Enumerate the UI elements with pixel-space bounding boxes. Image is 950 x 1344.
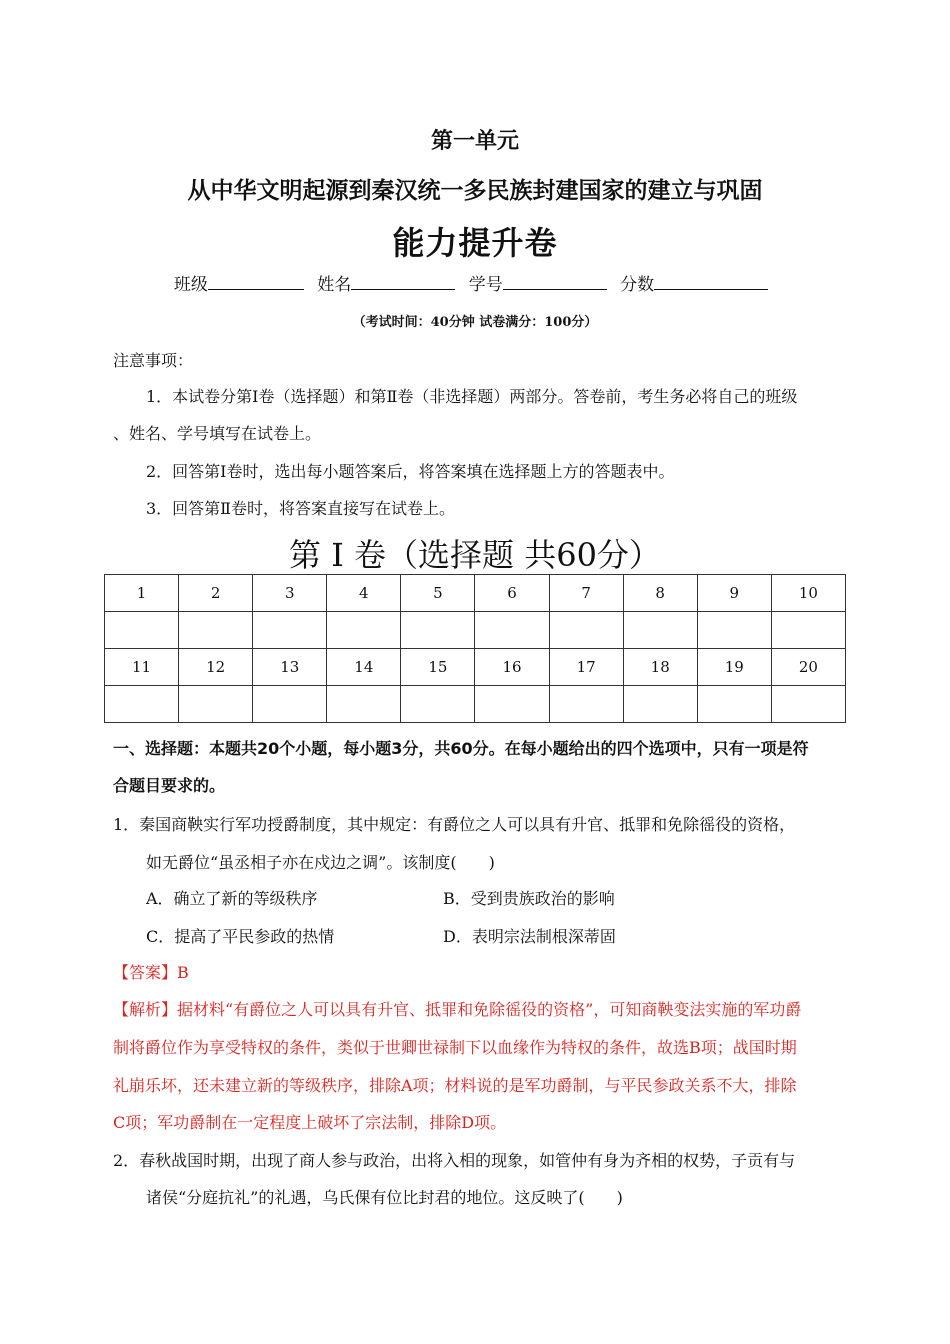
student-info-fields: [0, 270, 950, 295]
question-number-cell: 10: [771, 575, 845, 612]
answer-cell[interactable]: [253, 686, 327, 723]
answer-cell[interactable]: [549, 686, 623, 723]
question-number-cell: 17: [549, 649, 623, 686]
answer-cell[interactable]: [327, 686, 401, 723]
answer-cell[interactable]: [549, 612, 623, 649]
answer-cell[interactable]: [697, 686, 771, 723]
section-instruction-line-1: 一、选择题：本题共20个小题，每小题3分，共60分。在每小题给出的四个选项中，只有一项是符: [113, 739, 809, 758]
question-number-cell: 16: [475, 649, 549, 686]
exam-subtitle: 能力提升卷: [392, 224, 558, 262]
question-1-answer: 【答案】B: [113, 963, 189, 982]
student-id-label: 学号: [468, 275, 503, 295]
answer-cell[interactable]: [179, 612, 253, 649]
notes-heading: 注意事项：: [113, 351, 194, 370]
question-number-cell: 13: [253, 649, 327, 686]
answer-cell[interactable]: [253, 612, 327, 649]
answer-cell[interactable]: [697, 612, 771, 649]
question-number-cell: 20: [771, 649, 845, 686]
question-number-cell: 19: [697, 649, 771, 686]
exam-info: （考试时间：40分钟 试卷满分：100分）: [352, 315, 598, 330]
name-label: 姓名: [317, 275, 352, 295]
question-2-stem: 2．春秋战国时期，出现了商人参与政治，出将入相的现象，如管仲有身为齐相的权势，子贡有与: [113, 1151, 796, 1170]
score-label: 分数: [620, 275, 655, 295]
class-blank[interactable]: [208, 273, 304, 290]
question-1-option-a: A．确立了新的等级秩序: [146, 889, 318, 908]
question-number-cell: 4: [327, 575, 401, 612]
question-1-explanation-line: 【解析】据材料“有爵位之人可以具有升官、抵罪和免除徭役的资格”，可知商鞅变法实施的军功爵: [113, 1000, 802, 1019]
question-number-cell: 5: [401, 575, 475, 612]
question-number-cell: 3: [253, 575, 327, 612]
table-row-numbers-2: [105, 649, 846, 686]
question-number-cell: 14: [327, 649, 401, 686]
table-row-answers-2: [105, 686, 846, 723]
student-id-blank[interactable]: [503, 273, 607, 290]
answer-cell[interactable]: [475, 612, 549, 649]
answer-cell[interactable]: [623, 612, 697, 649]
question-1-stem-cont: 如无爵位“虽丞相子亦在戍边之调”。该制度( ): [146, 853, 495, 872]
section-instruction-line-2: 合题目要求的。: [113, 776, 226, 795]
table-row-answers-1: [105, 612, 846, 649]
question-2-stem-cont: 诸侯“分庭抗礼”的礼遇，乌氏倮有位比封君的地位。这反映了( ): [146, 1188, 623, 1207]
answer-cell[interactable]: [401, 612, 475, 649]
answer-cell[interactable]: [401, 686, 475, 723]
answer-cell[interactable]: [105, 686, 179, 723]
question-number-cell: 6: [475, 575, 549, 612]
answer-table: [104, 574, 846, 723]
question-1-explanation-line: C项；军功爵制在一定程度上破坏了宗法制，排除D项。: [113, 1113, 507, 1132]
note-item-2: 2．回答第Ⅰ卷时，选出每小题答案后，将答案填在选择题上方的答题表中。: [146, 462, 675, 481]
exam-title: 从中华文明起源到秦汉统一多民族封建国家的建立与巩固: [187, 178, 763, 204]
question-1-explanation-line: 礼崩乐坏，还未建立新的等级秩序，排除A项；材料说的是军功爵制，与平民参政关系不大，排除: [113, 1076, 797, 1095]
note-item-3: 3．回答第Ⅱ卷时，将答案直接写在试卷上。: [146, 499, 456, 518]
section-one-title: 第 I 卷（选择题 共60分）: [289, 536, 661, 574]
question-number-cell: 18: [623, 649, 697, 686]
question-number-cell: 9: [697, 575, 771, 612]
answer-cell[interactable]: [771, 686, 845, 723]
answer-cell[interactable]: [623, 686, 697, 723]
question-1-explanation-line: 制将爵位作为享受特权的条件，类似于世卿世禄制下以血缘作为特权的条件，故选B项；战国时期: [113, 1038, 797, 1057]
question-number-cell: 2: [179, 575, 253, 612]
table-row-numbers-1: [105, 575, 846, 612]
question-number-cell: 12: [179, 649, 253, 686]
answer-cell[interactable]: [771, 612, 845, 649]
question-number-cell: 7: [549, 575, 623, 612]
note-item-1: 1．本试卷分第Ⅰ卷（选择题）和第Ⅱ卷（非选择题）两部分。答卷前，考生务必将自己的班级: [146, 387, 798, 406]
note-item-1-cont: 、姓名、学号填写在试卷上。: [113, 424, 322, 443]
question-1-option-c: C．提高了平民参政的热情: [146, 927, 335, 946]
score-blank[interactable]: [654, 273, 768, 290]
question-number-cell: 1: [105, 575, 179, 612]
answer-cell[interactable]: [105, 612, 179, 649]
question-1-option-b: B．受到贵族政治的影响: [443, 889, 615, 908]
name-blank[interactable]: [351, 273, 455, 290]
answer-cell[interactable]: [179, 686, 253, 723]
answer-cell[interactable]: [475, 686, 549, 723]
question-1-option-d: D．表明宗法制根深蒂固: [443, 927, 616, 946]
question-number-cell: 11: [105, 649, 179, 686]
answer-cell[interactable]: [327, 612, 401, 649]
question-number-cell: 8: [623, 575, 697, 612]
question-1-stem: 1．秦国商鞅实行军功授爵制度，其中规定：有爵位之人可以具有升官、抵罪和免除徭役的资格，: [113, 815, 796, 834]
unit-heading: 第一单元: [430, 129, 519, 154]
class-label: 班级: [173, 275, 208, 295]
question-number-cell: 15: [401, 649, 475, 686]
